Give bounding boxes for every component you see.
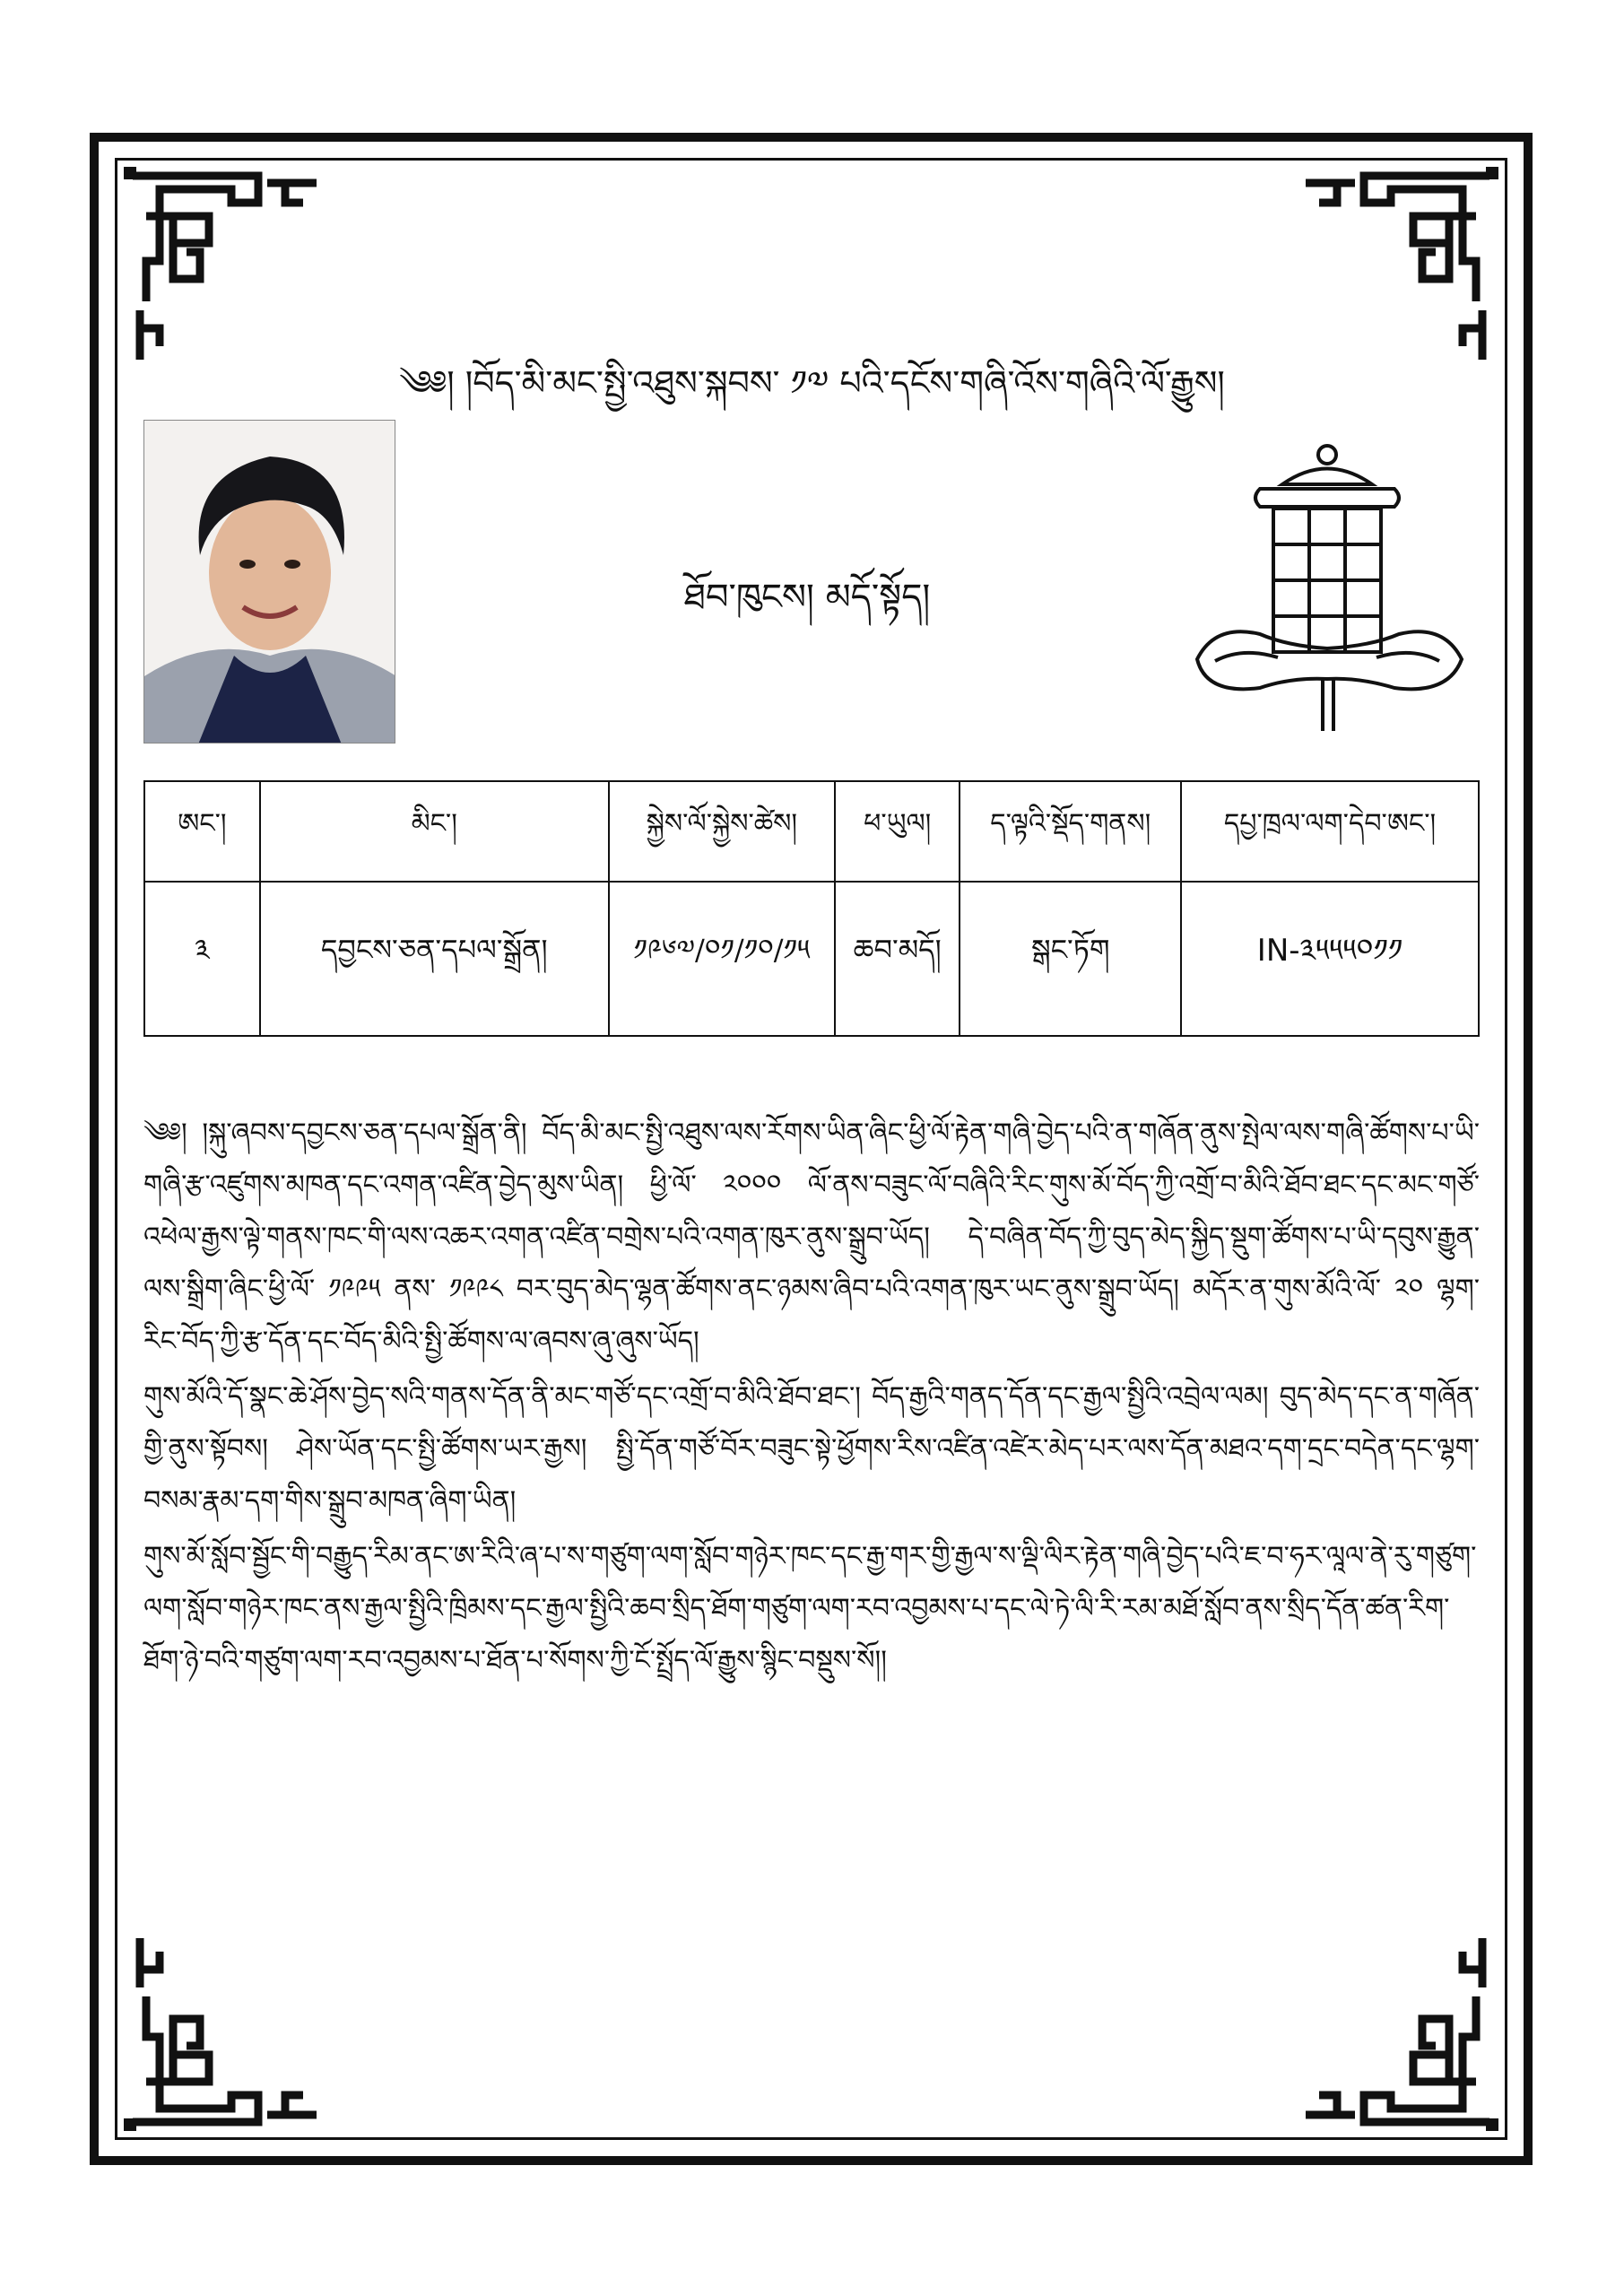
- column-header: ད་ལྟའི་སྡོད་གནས།: [960, 781, 1181, 882]
- prayer-wheel-icon: [1179, 435, 1475, 735]
- serial-number-cell: ༣: [144, 882, 260, 1036]
- birthplace-cell: ཆབ་མདོ།: [835, 882, 960, 1036]
- column-header: ཨང་།: [144, 781, 260, 882]
- biography-paragraph: ༄༅། །སྐུ་ཞབས་དབྱངས་ཅན་དཔལ་སྒྲོན་ནི། བོད་མི་མང་སྤྱི་འཐུས་ལས་རོགས་ཡིན་ཞིང་ཕྱི་ལོ་རྟེན་གཞི་བྱེད་པའི་ན་གཞོན་ནུས་སྤེལ་ལས་གཞི་ཚོགས་པ་ཡི་གཞི་རྩ་འཛུགས་མཁན་དང་འགན་འཛིན་བྱེད་མུས་ཡིན། ཕྱི་ལོ་ ༢༠༠༠ ལོ་ནས་བཟུང་ལོ་བཞིའི་རིང་གུས་མོ་བོད་ཀྱི་འགྲོ་བ་མིའི་ཐོབ་ཐང་དང་མང་གཙོ་འཕེལ་རྒྱས་ལྟེ་གནས་ཁང་གི་ལས་འཆར་འགན་འཛིན་བགྲེས་པའི་འགན་ཁུར་ནུས་སྒྲུབ་ཡོད། དེ་བཞིན་བོད་ཀྱི་བུད་མེད་སྐྱིད་སྡུག་ཚོགས་པ་ཡི་དབུས་རྒྱུན་ལས་སྒྲིག་ཞིང་ཕྱི་ལོ་ ༡༩༩༥ ནས་ ༡༩༩༨ བར་བུད་མེད་ལྷན་ཚོགས་ནང་ཉམས་ཞིབ་པའི་འགན་ཁུར་ཡང་ནུས་སྒྲུབ་ཡོད། མདོར་ན་གུས་མོའི་ལོ་ ༢༠ ལྷག་རིང་བོད་ཀྱི་རྩ་དོན་དང་བོད་མིའི་སྤྱི་ཚོགས་ལ་ཞབས་ཞུ་ཞུས་ཡོད།: [143, 1118, 1480, 1357]
- column-header: ཕ་ཡུལ།: [835, 781, 960, 882]
- constituency-label: ཐོབ་ཁུངས། མདོ་སྟོད།: [683, 577, 931, 618]
- column-header: སྐྱེས་ལོ་སྐྱེས་ཚེས།: [609, 781, 835, 882]
- green-book-number-cell: IN-༣༥༥༥༠༡༡: [1181, 882, 1479, 1036]
- column-header: མིང་།: [260, 781, 609, 882]
- column-header: དཔྱ་ཁྲལ་ལག་དེབ་ཨང་།: [1181, 781, 1479, 882]
- corner-ornament-top-left: [124, 167, 330, 373]
- birth-date-cell: ༡༩༦༧/༠༡/༡༠/༡༥: [609, 882, 835, 1036]
- page-title: ༄༅། །བོད་མི་མང་སྤྱི་འཐུས་སྐབས་ ༡༧ པའི་དངོས་གཞི་འོས་གཞིའི་ལོ་རྒྱུས།: [399, 363, 1225, 403]
- biography-paragraph: གུས་མོ་སློབ་སྦྱོང་གི་བརྒྱུད་རིམ་ནང་ཨ་རིའི་ཞ་པ་ས་གཙུག་ལག་སློབ་གཉེར་ཁང་དང་རྒྱ་གར་གྱི་རྒྱལ་ས་ལྡི་ལིར་རྟེན་གཞི་བྱེད་པའི་ཇ་བ་ཧར་ལཱལ་ནེ་རུ་གཙུག་ལག་སློབ་གཉེར་ཁང་ནས་རྒྱལ་སྤྱིའི་ཁྲིམས་དང་རྒྱལ་སྤྱིའི་ཆབ་སྲིད་ཐོག་གཙུག་ལག་རབ་འབྱམས་པ་དང་ལེ་ཏེ་ལི་རི་རམ་མཐོ་སློབ་ནས་སྲིད་དོན་ཚན་རིག་ཐོག་ཉེ་བའི་གཙུག་ལག་རབ་འབྱམས་པ་ཐོན་པ་སོགས་ཀྱི་ངོ་སྤྲོད་ལོ་རྒྱུས་སྙིང་བསྡུས་སོ།།: [143, 1541, 1477, 1676]
- table-header-row: [144, 781, 1479, 882]
- name-cell: དབྱངས་ཅན་དཔལ་སྒྲོན།: [260, 882, 609, 1036]
- portrait-image: [144, 421, 395, 744]
- current-residence-cell: སྒང་ཏོག: [960, 882, 1181, 1036]
- corner-ornament-bottom-right: [1292, 1925, 1498, 2131]
- corner-ornament-top-right: [1292, 167, 1498, 373]
- candidate-info-table: [143, 780, 1480, 1037]
- corner-ornament-bottom-left: [124, 1925, 330, 2131]
- candidate-photo: [143, 420, 395, 744]
- biography: [143, 1108, 1480, 1691]
- biography-paragraph: གུས་མོའི་དོ་སྣང་ཆེ་ཤོས་བྱེད་སའི་གནས་དོན་ནི་མང་གཙོ་དང་འགྲོ་བ་མིའི་ཐོབ་ཐང་། བོད་རྒྱའི་གནད་དོན་དང་རྒྱལ་སྤྱིའི་འབྲེལ་ལམ། བུད་མེད་དང་ན་གཞོན་གྱི་ནུས་སྟོབས། ཤེས་ཡོན་དང་སྤྱི་ཚོགས་ཡར་རྒྱས། སྤྱི་དོན་གཙོ་བོར་བཟུང་སྟེ་ཕྱོགས་རིས་འཛིན་འཛེར་མེད་པར་ལས་དོན་མཐའ་དག་དྲང་བདེན་དང་ལྷག་བསམ་རྣམ་དག་གིས་སྒྲུབ་མཁན་ཞིག་ཡིན།: [143, 1381, 1480, 1517]
- table-row: [144, 882, 1479, 1036]
